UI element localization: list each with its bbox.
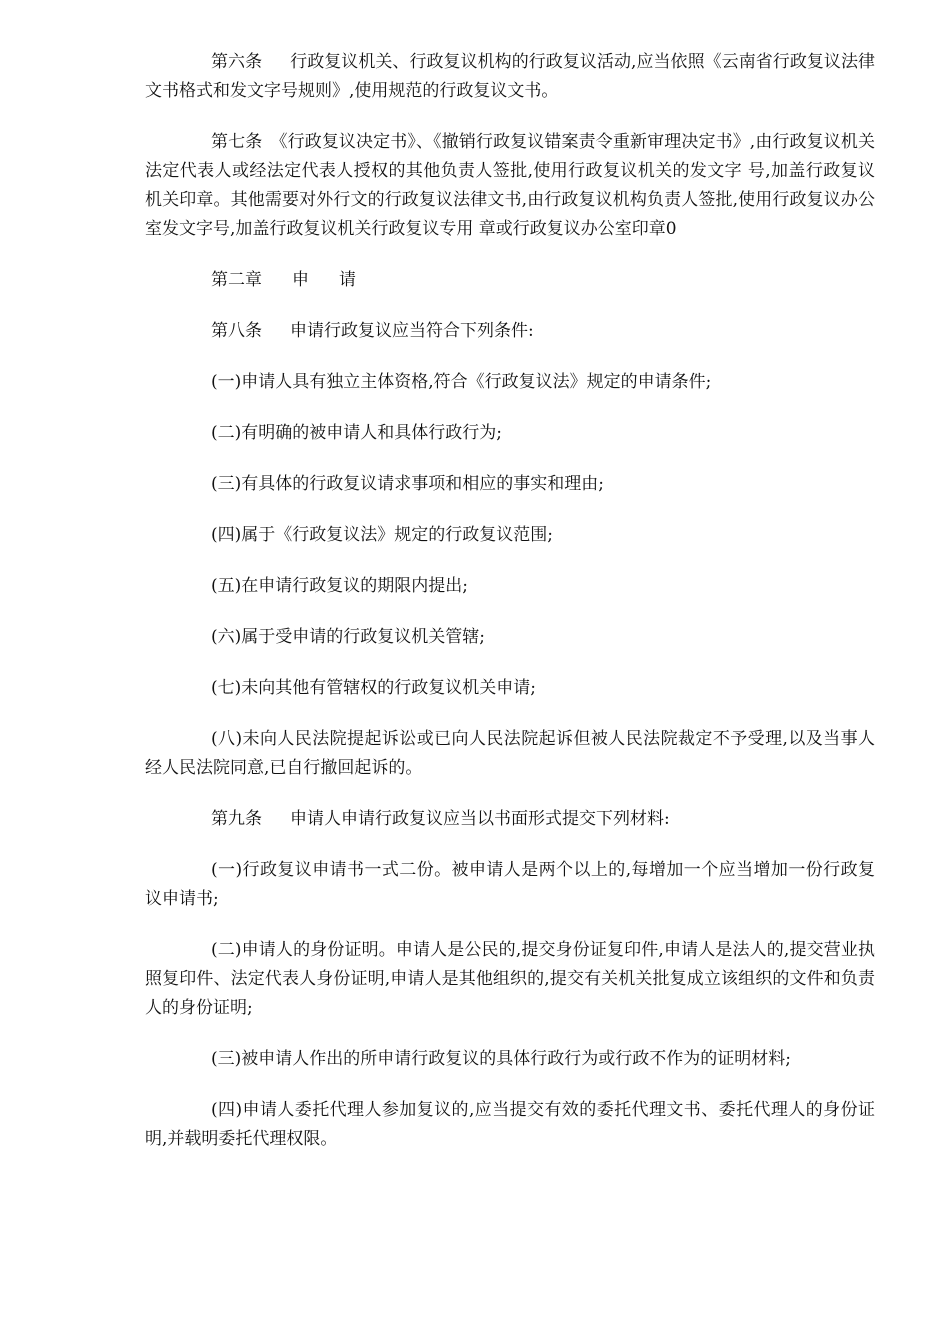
chapter-2-heading — [145, 266, 875, 295]
chapter-2-label: 第二章 — [211, 270, 262, 290]
article-8-item: (三)有具体的行政复议请求事项和相应的事实和理由; — [211, 474, 604, 494]
article-9-item: (一)行政复议申请书一式二份。被申请人是两个以上的,每增加一个应当增加一份行政复议申请书; — [145, 860, 875, 909]
article-9-text: 申请人申请行政复议应当以书面形式提交下列材料: — [290, 809, 670, 829]
article-6-label: 第六条 — [211, 52, 263, 72]
article-7-label: 第七条 — [211, 132, 263, 152]
article-9-item: (三)被申请人作出的所申请行政复议的具体行政行为或行政不作为的证明材料; — [211, 1049, 791, 1069]
article-9-item: (四)申请人委托代理人参加复议的,应当提交有效的委托代理文书、委托代理人的身份证明,并载明委托代理权限。 — [145, 1100, 875, 1149]
article-6-text: 行政复议机关、行政复议机构的行政复议活动,应当依照《云南省行政复议法律文书格式和发文字号规则》,使用规范的行政复议文书。 — [145, 52, 876, 101]
article-8-item: (五)在申请行政复议的期限内提出; — [211, 576, 468, 596]
article-8-text: 申请行政复议应当符合下列条件: — [290, 321, 534, 341]
article-8-item: (四)属于《行政复议法》规定的行政复议范围; — [211, 525, 553, 545]
article-8-item: (一)申请人具有独立主体资格,符合《行政复议法》规定的申请条件; — [211, 372, 712, 392]
chapter-2-title-part1: 申 — [292, 270, 309, 290]
article-7-paragraph — [145, 128, 875, 244]
article-9-label: 第九条 — [211, 809, 262, 829]
article-6-paragraph — [145, 48, 875, 106]
document-body — [145, 48, 875, 1176]
chapter-2-title-part2: 请 — [339, 270, 356, 290]
article-8-paragraph — [145, 317, 875, 346]
article-9-paragraph — [145, 805, 875, 834]
article-7-text: 《行政复议决定书》、《撤销行政复议错案责令重新审理决定书》,由行政复议机关法定代表人或经法定代表人授权的其他负责人签批,使用行政复议机关的发文字 号,加盖行政复议机关印章。其他需要对外行文的行政复议法律文书,由行政复议机构负责人签批,使用行政复议办公室发文字号,加盖行政复议机关行政复议专用 章或行政复议办公室印章0 — [145, 132, 876, 239]
article-8-item: (七)未向其他有管辖权的行政复议机关申请; — [211, 678, 536, 698]
article-9-item: (二)申请人的身份证明。申请人是公民的,提交身份证复印件,申请人是法人的,提交营业执照复印件、法定代表人身份证明,申请人是其他组织的,提交有关机关批复成立该组织的文件和负责人的身份证明; — [145, 940, 875, 1018]
article-8-label: 第八条 — [211, 321, 262, 341]
article-8-item: (六)属于受申请的行政复议机关管辖; — [211, 627, 485, 647]
article-8-item: (八)未向人民法院提起诉讼或已向人民法院起诉但被人民法院裁定不予受理,以及当事人经人民法院同意,已自行撤回起诉的。 — [145, 729, 875, 778]
article-8-item: (二)有明确的被申请人和具体行政行为; — [211, 423, 502, 443]
